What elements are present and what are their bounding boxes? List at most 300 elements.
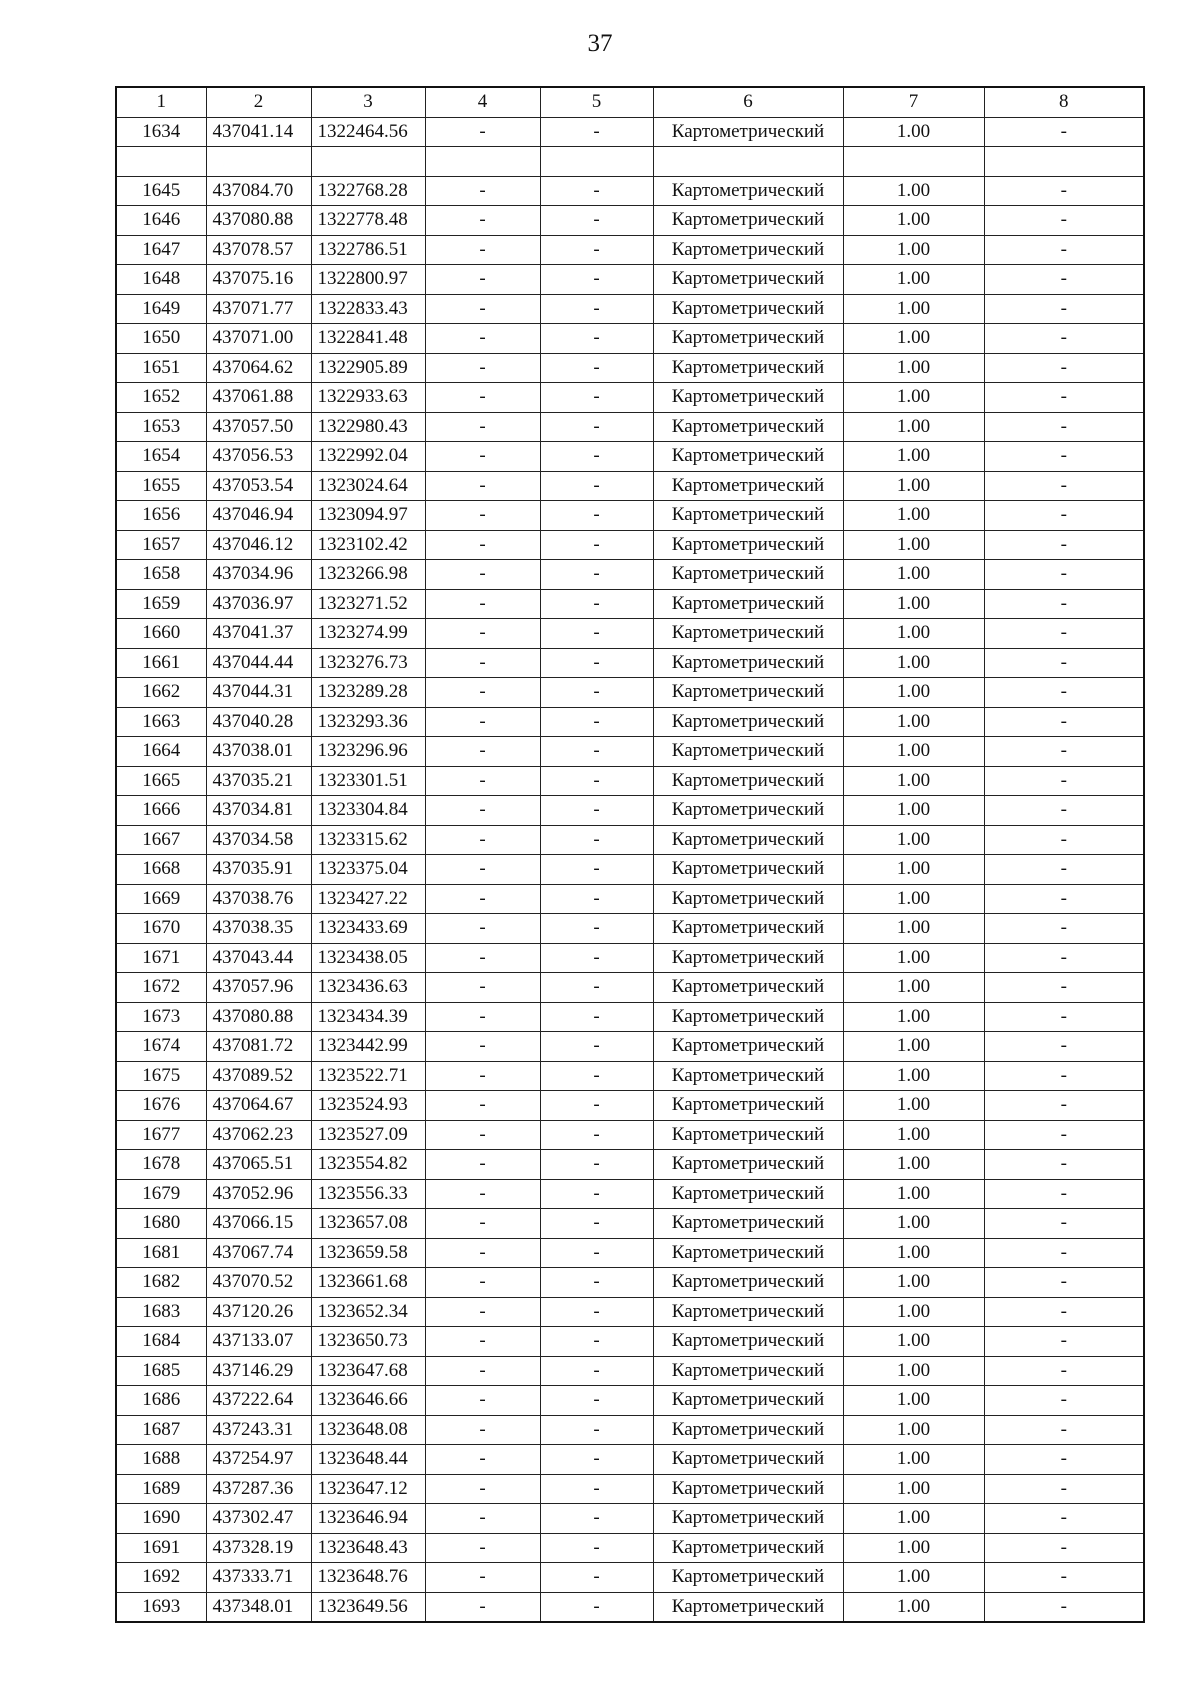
col5-cell: - (540, 973, 653, 1003)
table-row (116, 914, 1144, 944)
y-coordinate-cell: 1322980.43 (311, 412, 425, 442)
x-coordinate-cell: 437070.52 (206, 1268, 311, 1298)
point-number-cell: 1667 (116, 825, 206, 855)
col4-cell: - (425, 206, 540, 236)
table-row (116, 442, 1144, 472)
x-coordinate-cell: 437064.67 (206, 1091, 311, 1121)
col4-cell: - (425, 1120, 540, 1150)
accuracy-cell: 1.00 (843, 560, 984, 590)
x-coordinate-cell: 437333.71 (206, 1563, 311, 1593)
point-number-cell: 1666 (116, 796, 206, 826)
table-body (116, 117, 1144, 1622)
accuracy-cell: 1.00 (843, 530, 984, 560)
col5-cell: - (540, 530, 653, 560)
accuracy-cell: 1.00 (843, 855, 984, 885)
accuracy-cell: 1.00 (843, 1592, 984, 1622)
col8-cell: - (984, 1150, 1144, 1180)
accuracy-cell: 1.00 (843, 1356, 984, 1386)
method-cell: Картометрический (653, 973, 843, 1003)
x-coordinate-cell: 437080.88 (206, 206, 311, 236)
x-coordinate-cell: 437071.77 (206, 294, 311, 324)
y-coordinate-cell: 1323102.42 (311, 530, 425, 560)
x-coordinate-cell: 437036.97 (206, 589, 311, 619)
table-row (116, 1415, 1144, 1445)
col8-cell: - (984, 1563, 1144, 1593)
col4-cell: - (425, 648, 540, 678)
method-cell: Картометрический (653, 1592, 843, 1622)
col4-cell: - (425, 1091, 540, 1121)
col5-cell: - (540, 265, 653, 295)
y-coordinate-cell: 1323657.08 (311, 1209, 425, 1239)
point-number-cell: 1658 (116, 560, 206, 590)
point-number-cell: 1662 (116, 678, 206, 708)
y-coordinate-cell: 1323094.97 (311, 501, 425, 531)
col5-cell: - (540, 324, 653, 354)
table-row (116, 176, 1144, 206)
point-number-cell: 1649 (116, 294, 206, 324)
table-row (116, 1297, 1144, 1327)
accuracy-cell: 1.00 (843, 1179, 984, 1209)
table-row (116, 1032, 1144, 1062)
y-coordinate-cell: 1323315.62 (311, 825, 425, 855)
col8-cell: - (984, 825, 1144, 855)
col8-cell: - (984, 1179, 1144, 1209)
method-cell: Картометрический (653, 324, 843, 354)
point-number-cell: 1660 (116, 619, 206, 649)
x-coordinate-cell: 437046.12 (206, 530, 311, 560)
col5-cell: - (540, 1297, 653, 1327)
point-number-cell: 1677 (116, 1120, 206, 1150)
method-cell: Картометрический (653, 1061, 843, 1091)
y-coordinate-cell: 1323304.84 (311, 796, 425, 826)
point-number-cell: 1691 (116, 1533, 206, 1563)
method-cell: Картометрический (653, 206, 843, 236)
table-row (116, 1563, 1144, 1593)
col5-cell: - (540, 1120, 653, 1150)
col4-cell: - (425, 1533, 540, 1563)
table-row (116, 235, 1144, 265)
point-number-cell: 1685 (116, 1356, 206, 1386)
col8-cell: - (984, 1592, 1144, 1622)
method-cell: Картометрический (653, 884, 843, 914)
col5-cell: - (540, 619, 653, 649)
point-number-cell: 1655 (116, 471, 206, 501)
y-coordinate-cell: 1323436.63 (311, 973, 425, 1003)
point-number-cell: 1682 (116, 1268, 206, 1298)
point-number-cell: 1664 (116, 737, 206, 767)
method-cell: Картометрический (653, 560, 843, 590)
accuracy-cell: 1.00 (843, 648, 984, 678)
method-cell: Картометрический (653, 1474, 843, 1504)
column-header: 8 (984, 87, 1144, 117)
col5-cell: - (540, 560, 653, 590)
x-coordinate-cell: 437057.50 (206, 412, 311, 442)
table-row (116, 1474, 1144, 1504)
y-coordinate-cell: 1323274.99 (311, 619, 425, 649)
x-coordinate-cell: 437034.81 (206, 796, 311, 826)
col8-cell: - (984, 1474, 1144, 1504)
method-cell: Картометрический (653, 855, 843, 885)
col4-cell: - (425, 471, 540, 501)
table-row (116, 648, 1144, 678)
table-row (116, 353, 1144, 383)
col5-cell: - (540, 1504, 653, 1534)
col5-cell: - (540, 825, 653, 855)
col8-cell: - (984, 1356, 1144, 1386)
x-coordinate-cell: 437084.70 (206, 176, 311, 206)
accuracy-cell: 1.00 (843, 914, 984, 944)
x-coordinate-cell: 437052.96 (206, 1179, 311, 1209)
accuracy-cell: 1.00 (843, 825, 984, 855)
table-row (116, 766, 1144, 796)
col4-cell: - (425, 737, 540, 767)
point-number-cell: 1689 (116, 1474, 206, 1504)
method-cell: Картометрический (653, 914, 843, 944)
point-number-cell: 1657 (116, 530, 206, 560)
point-number-cell: 1676 (116, 1091, 206, 1121)
col8-cell: - (984, 884, 1144, 914)
method-cell: Картометрический (653, 737, 843, 767)
method-cell: Картометрический (653, 1415, 843, 1445)
col4-cell: - (425, 678, 540, 708)
accuracy-cell: 1.00 (843, 1268, 984, 1298)
accuracy-cell: 1.00 (843, 1563, 984, 1593)
accuracy-cell: 1.00 (843, 412, 984, 442)
y-coordinate-cell: 1323301.51 (311, 766, 425, 796)
method-cell: Картометрический (653, 530, 843, 560)
col8-cell: - (984, 235, 1144, 265)
accuracy-cell: 1.00 (843, 1002, 984, 1032)
col8-cell (984, 147, 1144, 177)
x-coordinate-cell: 437057.96 (206, 973, 311, 1003)
y-coordinate-cell: 1323024.64 (311, 471, 425, 501)
x-coordinate-cell: 437222.64 (206, 1386, 311, 1416)
col8-cell: - (984, 619, 1144, 649)
col8-cell: - (984, 294, 1144, 324)
accuracy-cell: 1.00 (843, 1504, 984, 1534)
col8-cell: - (984, 412, 1144, 442)
y-coordinate-cell: 1322833.43 (311, 294, 425, 324)
table-row (116, 117, 1144, 147)
accuracy-cell: 1.00 (843, 796, 984, 826)
table-row (116, 737, 1144, 767)
point-number-cell: 1683 (116, 1297, 206, 1327)
point-number-cell: 1680 (116, 1209, 206, 1239)
col8-cell: - (984, 1415, 1144, 1445)
point-number-cell: 1687 (116, 1415, 206, 1445)
col8-cell: - (984, 1120, 1144, 1150)
point-number-cell: 1659 (116, 589, 206, 619)
point-number-cell: 1669 (116, 884, 206, 914)
y-coordinate-cell: 1323375.04 (311, 855, 425, 885)
x-coordinate-cell: 437064.62 (206, 353, 311, 383)
y-coordinate-cell: 1323527.09 (311, 1120, 425, 1150)
col5-cell: - (540, 235, 653, 265)
col8-cell: - (984, 973, 1144, 1003)
point-number-cell (116, 147, 206, 177)
accuracy-cell: 1.00 (843, 973, 984, 1003)
col4-cell: - (425, 707, 540, 737)
y-coordinate-cell: 1323554.82 (311, 1150, 425, 1180)
table-row (116, 973, 1144, 1003)
col4-cell: - (425, 1209, 540, 1239)
accuracy-cell: 1.00 (843, 206, 984, 236)
y-coordinate-cell: 1323442.99 (311, 1032, 425, 1062)
column-header: 7 (843, 87, 984, 117)
method-cell: Картометрический (653, 678, 843, 708)
x-coordinate-cell: 437075.16 (206, 265, 311, 295)
col4-cell (425, 147, 540, 177)
method-cell: Картометрический (653, 1268, 843, 1298)
col8-cell: - (984, 1386, 1144, 1416)
table-row (116, 855, 1144, 885)
y-coordinate-cell: 1323522.71 (311, 1061, 425, 1091)
y-coordinate-cell: 1323266.98 (311, 560, 425, 590)
accuracy-cell: 1.00 (843, 1445, 984, 1475)
y-coordinate-cell: 1323556.33 (311, 1179, 425, 1209)
y-coordinate-cell: 1323434.39 (311, 1002, 425, 1032)
col5-cell: - (540, 1061, 653, 1091)
col5-cell: - (540, 707, 653, 737)
col5-cell: - (540, 1209, 653, 1239)
col8-cell: - (984, 943, 1144, 973)
table-row (116, 1268, 1144, 1298)
y-coordinate-cell: 1323289.28 (311, 678, 425, 708)
point-number-cell: 1647 (116, 235, 206, 265)
col8-cell: - (984, 471, 1144, 501)
x-coordinate-cell: 437044.44 (206, 648, 311, 678)
col5-cell: - (540, 1150, 653, 1180)
col5-cell: - (540, 1091, 653, 1121)
table-row (116, 560, 1144, 590)
y-coordinate-cell: 1323433.69 (311, 914, 425, 944)
col5-cell: - (540, 412, 653, 442)
table-row (116, 265, 1144, 295)
y-coordinate-cell: 1322786.51 (311, 235, 425, 265)
x-coordinate-cell: 437089.52 (206, 1061, 311, 1091)
col8-cell: - (984, 442, 1144, 472)
col5-cell: - (540, 353, 653, 383)
col5-cell: - (540, 737, 653, 767)
method-cell: Картометрический (653, 1356, 843, 1386)
page-number: 37 (587, 30, 613, 57)
col8-cell: - (984, 1445, 1144, 1475)
method-cell (653, 147, 843, 177)
table-row (116, 206, 1144, 236)
col8-cell: - (984, 766, 1144, 796)
table-row (116, 1061, 1144, 1091)
y-coordinate-cell: 1323524.93 (311, 1091, 425, 1121)
col5-cell: - (540, 294, 653, 324)
col8-cell: - (984, 1238, 1144, 1268)
y-coordinate-cell: 1323646.94 (311, 1504, 425, 1534)
point-number-cell: 1674 (116, 1032, 206, 1062)
accuracy-cell: 1.00 (843, 176, 984, 206)
col5-cell: - (540, 1179, 653, 1209)
table-row (116, 707, 1144, 737)
col8-cell: - (984, 501, 1144, 531)
col8-cell: - (984, 855, 1144, 885)
column-header: 3 (311, 87, 425, 117)
y-coordinate-cell: 1323648.43 (311, 1533, 425, 1563)
accuracy-cell: 1.00 (843, 265, 984, 295)
col4-cell: - (425, 1150, 540, 1180)
column-header: 4 (425, 87, 540, 117)
col8-cell: - (984, 560, 1144, 590)
accuracy-cell: 1.00 (843, 1209, 984, 1239)
coordinates-table (115, 86, 1145, 1623)
col5-cell: - (540, 1386, 653, 1416)
y-coordinate-cell: 1323647.68 (311, 1356, 425, 1386)
accuracy-cell: 1.00 (843, 1415, 984, 1445)
y-coordinate-cell: 1323650.73 (311, 1327, 425, 1357)
x-coordinate-cell: 437328.19 (206, 1533, 311, 1563)
col5-cell: - (540, 766, 653, 796)
col8-cell: - (984, 1091, 1144, 1121)
method-cell: Картометрический (653, 442, 843, 472)
x-coordinate-cell: 437081.72 (206, 1032, 311, 1062)
table-row (116, 1356, 1144, 1386)
y-coordinate-cell: 1322933.63 (311, 383, 425, 413)
table-row (116, 383, 1144, 413)
x-coordinate-cell: 437067.74 (206, 1238, 311, 1268)
x-coordinate-cell: 437035.21 (206, 766, 311, 796)
point-number-cell: 1678 (116, 1150, 206, 1180)
col5-cell: - (540, 1002, 653, 1032)
accuracy-cell: 1.00 (843, 1327, 984, 1357)
col5-cell: - (540, 855, 653, 885)
col8-cell: - (984, 589, 1144, 619)
x-coordinate-cell: 437120.26 (206, 1297, 311, 1327)
table-row (116, 1091, 1144, 1121)
method-cell: Картометрический (653, 943, 843, 973)
x-coordinate-cell: 437254.97 (206, 1445, 311, 1475)
point-number-cell: 1646 (116, 206, 206, 236)
col8-cell: - (984, 117, 1144, 147)
x-coordinate-cell: 437071.00 (206, 324, 311, 354)
y-coordinate-cell: 1323427.22 (311, 884, 425, 914)
col8-cell: - (984, 1268, 1144, 1298)
accuracy-cell: 1.00 (843, 1238, 984, 1268)
col4-cell: - (425, 914, 540, 944)
point-number-cell: 1665 (116, 766, 206, 796)
accuracy-cell: 1.00 (843, 1032, 984, 1062)
col8-cell: - (984, 1002, 1144, 1032)
accuracy-cell: 1.00 (843, 678, 984, 708)
table-row (116, 678, 1144, 708)
table-row (116, 1592, 1144, 1622)
table-row (116, 1445, 1144, 1475)
x-coordinate-cell: 437056.53 (206, 442, 311, 472)
point-number-cell: 1692 (116, 1563, 206, 1593)
x-coordinate-cell: 437348.01 (206, 1592, 311, 1622)
accuracy-cell: 1.00 (843, 707, 984, 737)
y-coordinate-cell: 1323293.36 (311, 707, 425, 737)
accuracy-cell: 1.00 (843, 1297, 984, 1327)
y-coordinate-cell: 1323647.12 (311, 1474, 425, 1504)
col8-cell: - (984, 176, 1144, 206)
col5-cell: - (540, 383, 653, 413)
col4-cell: - (425, 442, 540, 472)
accuracy-cell: 1.00 (843, 383, 984, 413)
x-coordinate-cell: 437243.31 (206, 1415, 311, 1445)
method-cell: Картометрический (653, 766, 843, 796)
y-coordinate-cell: 1323296.96 (311, 737, 425, 767)
method-cell: Картометрический (653, 176, 843, 206)
method-cell: Картометрический (653, 1032, 843, 1062)
table-row (116, 1150, 1144, 1180)
method-cell: Картометрический (653, 1533, 843, 1563)
point-number-cell: 1648 (116, 265, 206, 295)
y-coordinate-cell: 1323648.76 (311, 1563, 425, 1593)
col4-cell: - (425, 1445, 540, 1475)
y-coordinate-cell: 1323648.44 (311, 1445, 425, 1475)
x-coordinate-cell: 437041.37 (206, 619, 311, 649)
method-cell: Картометрический (653, 825, 843, 855)
x-coordinate-cell: 437065.51 (206, 1150, 311, 1180)
col5-cell: - (540, 943, 653, 973)
method-cell: Картометрический (653, 383, 843, 413)
y-coordinate-cell: 1323438.05 (311, 943, 425, 973)
col4-cell: - (425, 1504, 540, 1534)
col4-cell: - (425, 1268, 540, 1298)
accuracy-cell: 1.00 (843, 884, 984, 914)
table-row (116, 825, 1144, 855)
method-cell: Картометрический (653, 1120, 843, 1150)
col4-cell: - (425, 943, 540, 973)
x-coordinate-cell: 437034.58 (206, 825, 311, 855)
accuracy-cell: 1.00 (843, 1120, 984, 1150)
point-number-cell: 1690 (116, 1504, 206, 1534)
col5-cell: - (540, 1032, 653, 1062)
table-header-row (116, 87, 1144, 117)
col4-cell: - (425, 235, 540, 265)
col5-cell: - (540, 884, 653, 914)
point-number-cell: 1693 (116, 1592, 206, 1622)
col5-cell: - (540, 1415, 653, 1445)
method-cell: Картометрический (653, 648, 843, 678)
accuracy-cell: 1.00 (843, 117, 984, 147)
point-number-cell: 1650 (116, 324, 206, 354)
x-coordinate-cell: 437066.15 (206, 1209, 311, 1239)
method-cell: Картометрический (653, 1150, 843, 1180)
accuracy-cell: 1.00 (843, 471, 984, 501)
col4-cell: - (425, 530, 540, 560)
col4-cell: - (425, 383, 540, 413)
col8-cell: - (984, 265, 1144, 295)
y-coordinate-cell: 1323271.52 (311, 589, 425, 619)
column-header: 5 (540, 87, 653, 117)
col5-cell: - (540, 589, 653, 619)
table-row (116, 619, 1144, 649)
point-number-cell: 1668 (116, 855, 206, 885)
col5-cell: - (540, 648, 653, 678)
accuracy-cell: 1.00 (843, 1091, 984, 1121)
col4-cell: - (425, 560, 540, 590)
col5-cell: - (540, 796, 653, 826)
method-cell: Картометрический (653, 1504, 843, 1534)
method-cell: Картометрический (653, 619, 843, 649)
x-coordinate-cell: 437287.36 (206, 1474, 311, 1504)
accuracy-cell: 1.00 (843, 1533, 984, 1563)
y-coordinate-cell: 1322841.48 (311, 324, 425, 354)
col8-cell: - (984, 383, 1144, 413)
x-coordinate-cell: 437061.88 (206, 383, 311, 413)
col4-cell: - (425, 1356, 540, 1386)
table-row (116, 530, 1144, 560)
col8-cell: - (984, 206, 1144, 236)
col5-cell: - (540, 1474, 653, 1504)
